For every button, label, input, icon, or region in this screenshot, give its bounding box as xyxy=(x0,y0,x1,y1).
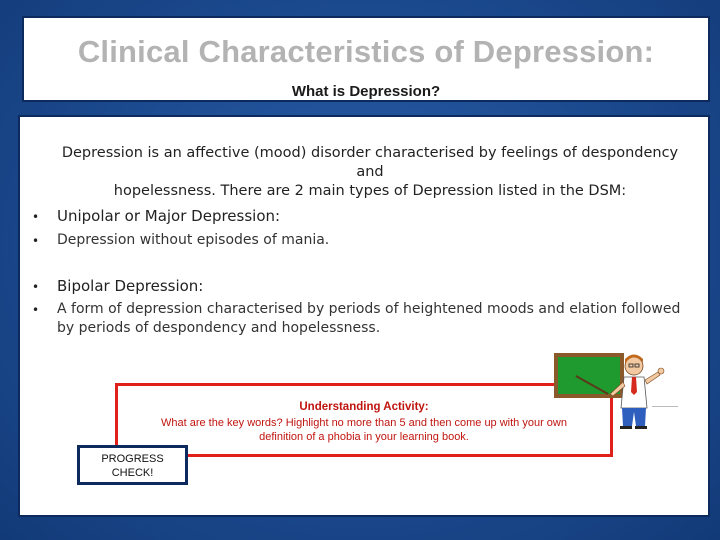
bullet-marker: • xyxy=(32,280,40,294)
teacher-chalkboard-icon xyxy=(550,350,686,430)
bullet-unipolar-heading: Unipolar or Major Depression: xyxy=(57,207,281,225)
bullet-marker: • xyxy=(32,234,40,248)
teacher-tie xyxy=(631,377,637,395)
title-panel xyxy=(22,16,710,102)
bipolar-description-line-2: by periods of despondency and hopelessness. xyxy=(57,320,381,336)
intro-line-2: hopelessness. There are 2 main types of Depression listed in the DSM: xyxy=(113,183,627,199)
understanding-activity-box xyxy=(115,383,613,457)
activity-instructions xyxy=(132,416,596,444)
bullet-marker: • xyxy=(32,303,40,317)
progress-label-line-1: PROGRESS xyxy=(101,453,164,465)
activity-title: Understanding Activity: xyxy=(299,401,429,413)
intro-paragraph xyxy=(50,144,690,201)
slide-title: Clinical Characteristics of Depression: xyxy=(77,34,655,69)
bullet-bipolar-heading: Bipolar Depression: xyxy=(57,277,204,295)
chalkboard-surface xyxy=(558,357,620,394)
progress-check-box xyxy=(77,445,188,485)
bullet-bipolar-description xyxy=(57,300,697,338)
bipolar-description-line-1: A form of depression characterised by periods of heightened moods and elation followed xyxy=(57,301,681,317)
intro-line-1: Depression is an affective (mood) disorder characterised by feelings of despondency and xyxy=(61,145,679,180)
bullet-marker: • xyxy=(32,210,40,224)
slide-subtitle: What is Depression? xyxy=(291,83,441,100)
teacher-trousers xyxy=(622,408,646,426)
content-panel xyxy=(18,115,710,517)
activity-line-2: definition of a phobia in your learning book. xyxy=(259,431,469,443)
progress-label-line-2: CHECK! xyxy=(111,467,154,479)
activity-line-1: What are the key words? Highlight no more than 5 and then come up with your own xyxy=(160,417,567,429)
bullet-unipolar-description: Depression without episodes of mania. xyxy=(57,232,330,248)
